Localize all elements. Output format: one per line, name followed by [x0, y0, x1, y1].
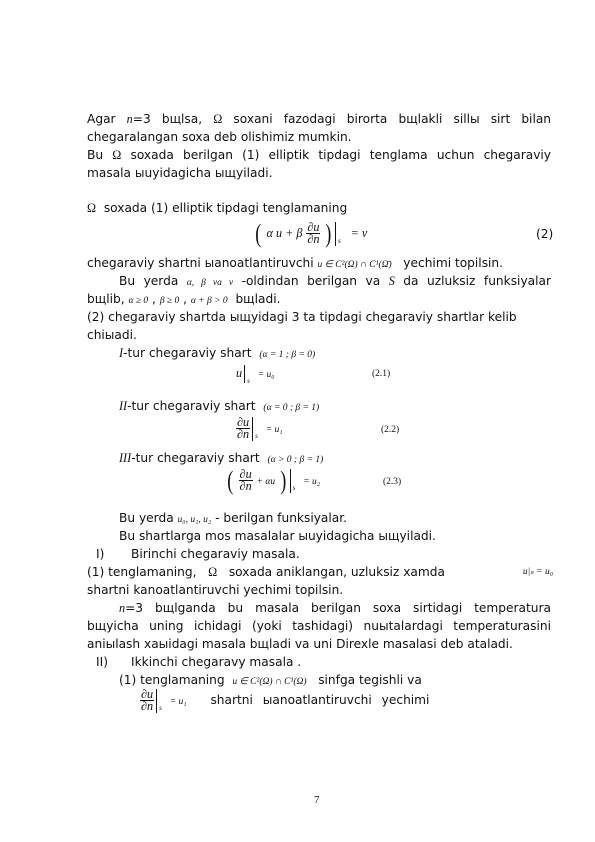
type1-u: u	[236, 366, 243, 380]
type2-condition: (α = 0 ; β = 1)	[263, 403, 320, 413]
type3-rhs: = u₂	[303, 477, 321, 487]
var-n: n	[119, 601, 126, 615]
text-p1b: soxada aniklangan, uzluksiz xamda	[228, 565, 445, 579]
type3-label: -tur chegaraviy shart	[131, 451, 260, 465]
text-p7: shartni ыanoatlantiruvchi yechimi	[210, 693, 430, 707]
function-class-condition: u ∈ C²(Ω) ∩ C¹(Ω̄)	[317, 260, 392, 270]
type2-sub-s: s	[255, 432, 258, 440]
cond-beta: β ≥ 0	[159, 296, 180, 306]
text-bulib: bщlib,	[87, 292, 125, 306]
paragraph-line-11: chiыadi.	[87, 328, 137, 342]
paragraph-line-4: masala ыuyidagicha ыщyiladi.	[87, 166, 273, 180]
section2-line-2	[140, 686, 429, 722]
omega-symbol: Ω	[213, 112, 223, 126]
section-1-title: Birinchi chegaraviy masala.	[131, 547, 300, 561]
type3-sub-s: s	[292, 484, 296, 492]
text-bu-yerda: Bu yerda	[119, 274, 179, 288]
paragraph-line-10: (2) chegaraviy shartda ыщyidagi 3 ta tipdagi chegaraviy shartlar kelib	[87, 310, 517, 324]
paragraph-line-2: chegaralangan soxa deb olishimiz mumkin.	[87, 130, 352, 144]
type3-number: (2.3)	[383, 477, 402, 487]
type1-rhs: = u₀	[257, 370, 275, 380]
type3-bar	[290, 469, 291, 493]
var-n: n	[126, 112, 133, 126]
text-p1a: (1) tenglamaning,	[87, 565, 197, 579]
type1-bar	[244, 365, 245, 383]
text-agar: Agar	[87, 112, 116, 126]
text-p6b: sinfga tegishli va	[318, 673, 422, 687]
eq2-sub-s: s	[338, 237, 341, 245]
params-alpha-beta-nu: α, β va ν	[186, 278, 234, 288]
type2-bar	[252, 417, 253, 441]
paragraph-line-5	[87, 200, 347, 216]
paren-left: (	[255, 218, 262, 248]
section1-line-4: bщyicha uning ichidagi (yoki tashidagi) nuыtalardagi temperaturasini	[87, 619, 551, 633]
paren-right: )	[280, 465, 287, 495]
text-line3-rest: soxada berilgan (1) elliptik tipdagi tenglama uchun chegaraviy	[130, 148, 552, 162]
type1-sub-s: s	[247, 377, 250, 385]
text-line7a: chegaraviy shartni ыanoatlantiruvchi	[87, 256, 314, 270]
omega-symbol: Ω	[112, 148, 122, 162]
cond-alpha-plus-beta: α + β > 0	[190, 296, 228, 306]
paren-left: (	[227, 465, 234, 495]
neumann-sub-s: s	[159, 704, 162, 712]
type2-numeral: II	[119, 399, 128, 413]
type1-number: (2.1)	[372, 369, 391, 379]
type3-numeral: III	[119, 451, 132, 465]
type2-label: -tur chegaraviy shart	[127, 399, 256, 413]
section1-line-3	[119, 600, 551, 616]
text-line1-rest: soxani fazodagi birorta bщlakli sillы sirt bilan	[233, 112, 552, 126]
text-given-rest: - berilgan funksiyalar.	[215, 511, 348, 525]
paren-right: )	[325, 218, 332, 248]
text-line8c: da uzluksiz funksiyalar	[403, 274, 551, 288]
eq2-alpha-u: α u + β	[266, 226, 303, 240]
type3-fraction: $\frac{\partial u}{\partial n}$	[239, 467, 252, 493]
type1-label: -tur chegaraviy shart	[123, 346, 252, 360]
neumann-fraction: $\frac{\partial u}{\partial n}$	[141, 687, 154, 713]
type3-plus-alpha-u: + αu	[256, 477, 276, 487]
text-bu: Bu	[87, 148, 104, 162]
given-functions-line	[119, 510, 347, 528]
omega-symbol: Ω	[208, 565, 218, 579]
paragraph-line-7	[87, 255, 503, 273]
section1-line-5: aniыlash xaыidagi masala bщladi va uni Direxle masalasi deb ataladi.	[87, 637, 513, 651]
eq2-fraction: $\frac{\partial u}{\partial n}$	[307, 220, 320, 246]
dirichlet-condition: u|ₛ = u₀	[522, 567, 553, 577]
var-s: S	[388, 274, 395, 288]
omega-symbol: Ω	[87, 201, 97, 215]
type2-equation	[236, 414, 283, 450]
given-functions: u₀, u₁, u₂	[177, 515, 212, 525]
type2-fraction: $\frac{\partial u}{\partial n}$	[237, 415, 250, 441]
section-2-title: Ikkinchi chegaravy masala .	[131, 655, 302, 669]
equation-2-number: (2)	[536, 227, 554, 241]
masalalar-line: Bu shartlarga mos masalalar ыuyidagicha ыщyiladi.	[119, 529, 436, 543]
neumann-rhs: = u₁	[169, 697, 187, 707]
eq2-restriction-bar	[335, 222, 336, 246]
paragraph-line-3	[87, 147, 551, 163]
type1-condition: (α = 1 ; β = 0)	[259, 350, 316, 360]
section-2-number: II)	[96, 655, 108, 669]
equation-2	[254, 218, 367, 256]
neumann-bar	[156, 689, 157, 713]
section1-line-2: shartni kanoatlantiruvchi yechimi topilsin.	[87, 583, 344, 597]
text-equals-3: =3 bщlsa,	[132, 112, 203, 126]
page-number: 7	[314, 794, 320, 806]
cond-alpha: α ≥ 0	[128, 296, 149, 306]
type1-numeral: I	[119, 346, 124, 360]
text-line8b: -oldindan berilgan va	[241, 274, 381, 288]
paragraph-line-1	[87, 111, 551, 127]
text-bu-yerda: Bu yerda	[119, 511, 174, 525]
type2-number: (2.2)	[381, 425, 400, 435]
type1-heading	[119, 345, 315, 363]
section-1-number: I)	[96, 547, 105, 561]
type2-heading	[119, 398, 319, 416]
paragraph-line-9: bщlib, α ≥ 0 , β ≥ 0 , α + β > 0 bщladi.	[87, 292, 281, 306]
function-class-condition-2: u ∈ C²(Ω) ∩ C¹(Ω)	[232, 677, 307, 687]
paragraph-line-8	[119, 273, 551, 291]
eq2-rhs: = ν	[350, 226, 368, 240]
text-line7b: yechimi topilsin.	[403, 256, 504, 270]
type2-rhs: = u₁	[265, 425, 283, 435]
text-line5: soxada (1) elliptik tipdagi tenglamaning	[103, 201, 348, 215]
text-p6a: (1) tenglamaning	[119, 673, 225, 687]
text-bщladi: bщladi.	[235, 292, 281, 306]
type3-condition: (α > 0 ; β = 1)	[267, 455, 324, 465]
section1-line-1	[87, 564, 553, 580]
type1-equation	[236, 362, 275, 392]
text-p3: =3 bщlganda bu masala berilgan soxa sirtidagi temperatura	[125, 601, 551, 615]
type3-equation	[226, 464, 320, 504]
